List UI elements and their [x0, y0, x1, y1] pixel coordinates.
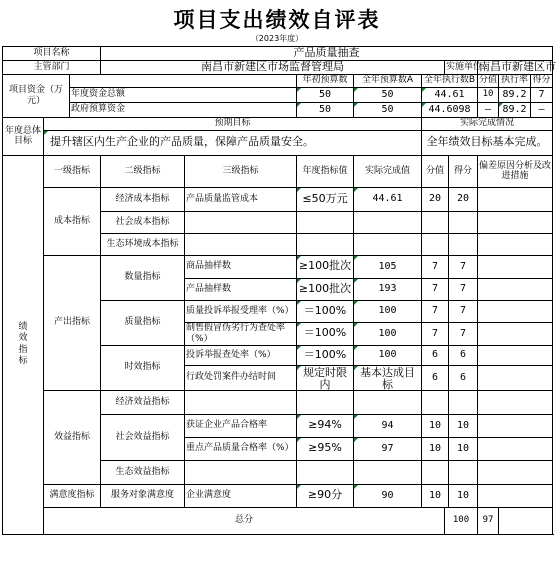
output-value: 7	[422, 255, 449, 278]
output-l3: 制售假冒伪劣行为查处率（%）	[185, 322, 297, 345]
funds-header: 全年预算数A	[354, 74, 422, 87]
year-label: （2023年度）	[250, 33, 304, 43]
funds-score: 7	[531, 87, 553, 102]
funds-header: 年初预算数	[297, 74, 354, 87]
cost-target: ≤50万元	[297, 187, 354, 211]
effect-economic-l2: 经济效益指标	[101, 390, 185, 414]
dept-value: 南昌市新建区市场监督管理局	[101, 60, 445, 74]
output-quality-l2: 质量指标	[101, 300, 185, 345]
effect-eco-l2: 生态效益指标	[101, 460, 185, 484]
effect-l3: 获证企业产品合格率	[185, 414, 297, 437]
funds-initial: 50	[297, 87, 354, 102]
cost-score: 20	[449, 187, 478, 211]
output-quantity-l2: 数量指标	[101, 255, 185, 300]
effect-social-l2: 社会效益指标	[101, 414, 185, 460]
total-label: 总分	[44, 507, 445, 534]
output-value: 7	[422, 300, 449, 322]
funds-annual: 50	[354, 87, 422, 102]
output-l3: 商品抽样数	[185, 255, 297, 278]
funds-label: 项目资金（万元）	[3, 74, 70, 117]
project-name: 产品质量抽查	[101, 47, 553, 61]
effect-l3: 重点产品质量合格率（%）	[185, 437, 297, 460]
funds-row-label: 政府预算资金	[70, 102, 297, 117]
indicator-header: 一级指标	[44, 155, 101, 187]
effect-l1: 效益指标	[44, 390, 101, 484]
funds-header: 执行率	[499, 74, 531, 87]
funds-rate: 89.2	[499, 102, 531, 117]
effect-score: 10	[449, 414, 478, 437]
cost-economic-l2: 经济成本指标	[101, 187, 185, 211]
goal-expected: 提升辖区内生产企业的产品质量，保障产品质量安全。	[44, 130, 422, 155]
dept-label: 主管部门	[3, 60, 101, 74]
satisfaction-target: ≥90分	[297, 484, 354, 507]
funds-annual: 50	[354, 102, 422, 117]
satisfaction-l2: 服务对象满意度	[101, 484, 185, 507]
goal-actual: 全年绩效目标基本完成。	[422, 130, 553, 155]
output-score: 6	[449, 345, 478, 365]
indicator-header: 年度指标值	[297, 155, 354, 187]
funds-exec: 44.61	[422, 87, 478, 102]
output-l3: 质量投诉举报受理率（%）	[185, 300, 297, 322]
funds-score-value: —	[478, 102, 499, 117]
output-score: 7	[449, 255, 478, 278]
indicators-section-label: 绩效指标	[3, 155, 44, 534]
indicator-header: 偏差原因分析及改进措施	[478, 155, 553, 187]
indicator-header: 得分	[449, 155, 478, 187]
funds-header: 得分	[531, 74, 553, 87]
effect-value: 10	[422, 414, 449, 437]
effect-value: 10	[422, 437, 449, 460]
satisfaction-l3: 企业满意度	[185, 484, 297, 507]
impl-value: 南昌市新建区市	[479, 59, 556, 73]
cost-l3: 产品质量监管成本	[185, 187, 297, 211]
cost-eco-l2: 生态环境成本指标	[101, 233, 185, 255]
evaluation-table	[2, 46, 556, 535]
effect-target: ≥95%	[297, 437, 354, 460]
output-actual: 100	[354, 322, 422, 345]
cost-value: 20	[422, 187, 449, 211]
output-actual: 100	[354, 300, 422, 322]
output-value: 6	[422, 365, 449, 390]
output-target: ＝100%	[297, 300, 354, 322]
funds-row-label: 年度资金总额	[70, 87, 297, 102]
impl-label: 实施单位	[445, 60, 478, 74]
indicator-header: 实际完成值	[354, 155, 422, 187]
goal-actual-label: 实际完成情况	[422, 117, 553, 130]
satisfaction-score: 10	[449, 484, 478, 507]
funds-rate: 89.2	[499, 87, 531, 102]
page-title: 项目支出绩效自评表	[173, 7, 381, 32]
funds-header: 分值	[479, 75, 498, 86]
output-actual: 105	[354, 255, 422, 278]
output-target: 规定时限内	[297, 365, 354, 390]
funds-score-value: 10	[478, 87, 499, 102]
cost-l1: 成本指标	[44, 187, 101, 255]
output-score: 6	[449, 365, 478, 390]
effect-score: 10	[449, 437, 478, 460]
effect-actual: 97	[354, 437, 422, 460]
output-timeliness-l2: 时效指标	[101, 345, 185, 390]
satisfaction-value: 10	[422, 484, 449, 507]
indicator-header: 分值	[422, 155, 449, 187]
funds-header: 全年执行数B	[422, 74, 478, 87]
output-l3: 产品抽样数	[185, 278, 297, 300]
satisfaction-l1: 满意度指标	[44, 484, 101, 507]
project-name-label: 项目名称	[3, 47, 101, 61]
satisfaction-actual: 90	[354, 484, 422, 507]
output-score: 7	[449, 300, 478, 322]
total-score: 97	[478, 507, 499, 534]
goal-expected-label: 预期目标	[44, 117, 422, 130]
total-value: 100	[445, 507, 478, 534]
output-l1: 产出指标	[44, 255, 101, 390]
cost-social-l2: 社会成本指标	[101, 211, 185, 233]
funds-initial: 50	[297, 102, 354, 117]
output-value: 7	[422, 322, 449, 345]
cost-remark	[478, 187, 553, 211]
output-target: ＝100%	[297, 345, 354, 365]
output-score: 7	[449, 278, 478, 300]
indicator-header: 二级指标	[101, 155, 185, 187]
indicator-header: 三级指标	[185, 155, 297, 187]
output-actual: 100	[354, 345, 422, 365]
effect-actual: 94	[354, 414, 422, 437]
output-value: 7	[422, 278, 449, 300]
cost-actual: 44.61	[354, 187, 422, 211]
output-target: ≥100批次	[297, 278, 354, 300]
output-actual: 基本达成目标	[354, 365, 422, 390]
output-actual: 193	[354, 278, 422, 300]
effect-target: ≥94%	[297, 414, 354, 437]
output-l3: 投诉举报查处率（%）	[185, 345, 297, 365]
output-value: 6	[422, 345, 449, 365]
output-score: 7	[449, 322, 478, 345]
output-target: ≥100批次	[297, 255, 354, 278]
output-l3: 行政处罚案件办结时间	[185, 365, 297, 390]
output-target: ＝100%	[297, 322, 354, 345]
goal-label: 年度总体目标	[3, 117, 44, 155]
funds-score: —	[531, 102, 553, 117]
funds-exec: 44.6098	[422, 102, 478, 117]
